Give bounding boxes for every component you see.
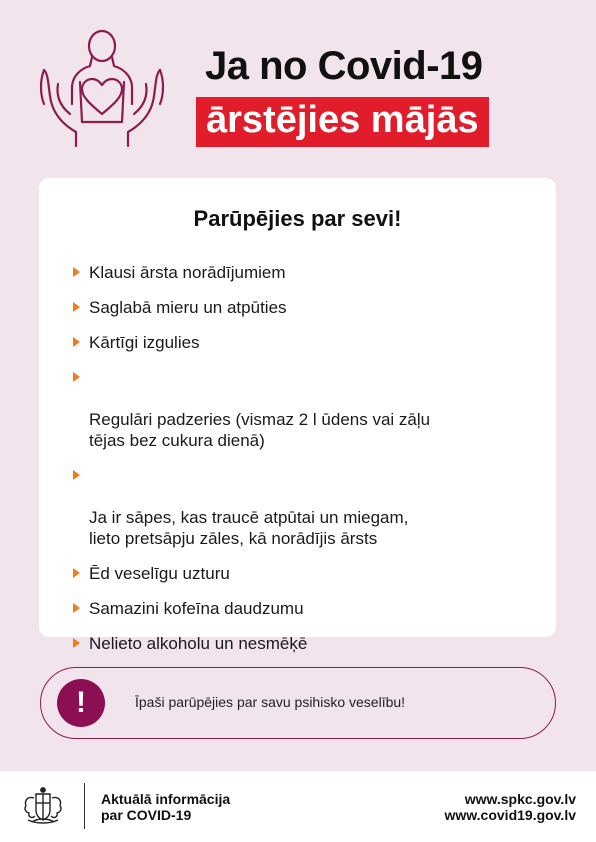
notice-text: Īpaši parūpējies par savu psihisko veselību! (135, 694, 406, 710)
tip-text: Klausi ārsta norādījumiem (89, 263, 286, 282)
footer-divider (84, 783, 85, 829)
exclamation-icon: ! (57, 679, 105, 727)
poster-title-line2: ārstējies mājās (196, 97, 489, 147)
tip-text: Nelieto alkoholu un nesmēķē (89, 634, 308, 653)
tip-text: Regulāri padzeries (vismaz 2 l ūdens vai zāļu tējas bez cukura dienā) (89, 410, 431, 450)
person-with-heart-in-hands-icon (36, 24, 168, 148)
tip-item (73, 563, 533, 584)
chevron-right-icon (73, 302, 80, 312)
footer-info-line1: Aktuālā informācija (101, 791, 231, 807)
tip-text: Ja ir sāpes, kas traucē atpūtai un miegam, lieto pretsāpju zāles, kā norādījis ārsts (89, 508, 409, 548)
tip-item (73, 367, 533, 451)
chevron-right-icon (73, 568, 80, 578)
mental-health-notice (40, 667, 556, 739)
chevron-right-icon (73, 337, 80, 347)
card-title: Parūpējies par sevi! (193, 206, 402, 231)
tip-text: Samazini kofeīna daudzumu (89, 599, 304, 618)
tip-text: Ēd veselīgu uzturu (89, 564, 230, 583)
tip-text: Saglabā mieru un atpūties (89, 298, 287, 317)
tip-item (73, 262, 533, 283)
tip-item (73, 598, 533, 619)
tips-card (39, 178, 556, 653)
footer-link-covid19[interactable]: www.covid19.gov.lv (444, 807, 576, 823)
chevron-right-icon (73, 267, 80, 277)
tip-text: Kārtīgi izgulies (89, 333, 200, 352)
footer-info (101, 791, 230, 823)
footer (0, 771, 596, 842)
footer-info-line2: par COVID-19 (101, 807, 192, 823)
tip-item (73, 465, 533, 549)
footer-links (445, 791, 576, 823)
chevron-right-icon (73, 470, 80, 480)
tips-list (73, 262, 533, 654)
poster-title-line1: Ja no Covid-19 (205, 44, 483, 88)
footer-link-spkc[interactable]: www.spkc.gov.lv (464, 791, 576, 807)
tip-item (73, 633, 533, 654)
chevron-right-icon (73, 372, 80, 382)
coat-of-arms-icon (20, 786, 66, 826)
chevron-right-icon (73, 603, 80, 613)
tip-item (73, 297, 533, 318)
tip-item (73, 332, 533, 353)
chevron-right-icon (73, 638, 80, 648)
